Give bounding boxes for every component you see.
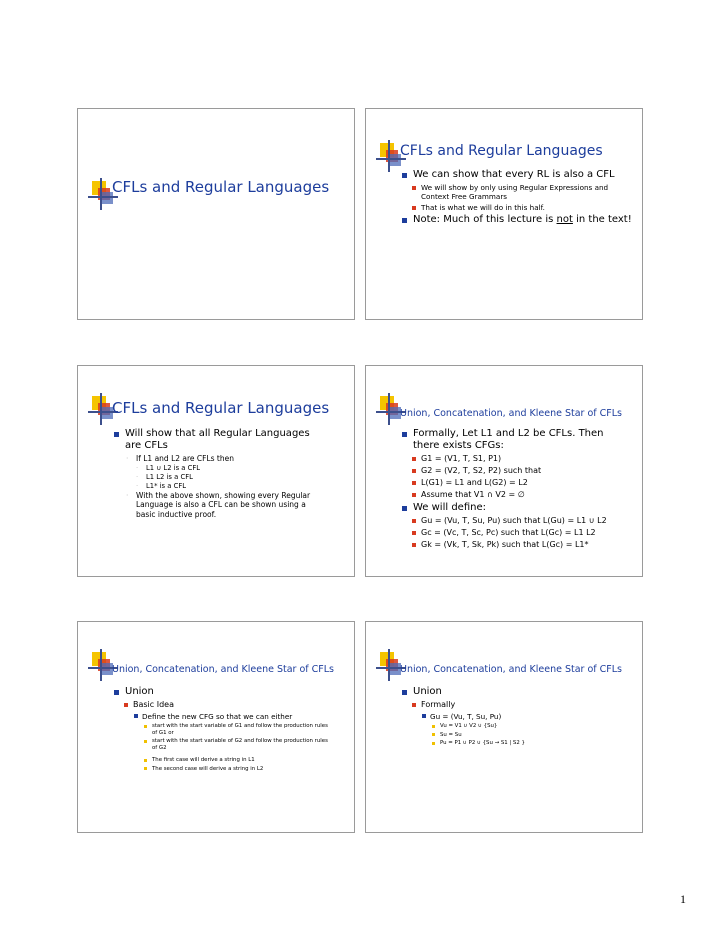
- sub-sub-bullet: · L1 ∪ L2 is a CFL: [136, 464, 324, 473]
- detail-bullet: Su = Su: [432, 732, 622, 739]
- detail-bullet: Vu = V1 ∪ V2 ∪ {Su}: [432, 723, 622, 730]
- slide-logo-icon: [92, 396, 114, 422]
- sub-bullet: Basic Idea: [124, 700, 334, 710]
- sub-bullet: · If L1 and L2 are CFLs then: [126, 454, 324, 464]
- bullet: Union: [402, 686, 622, 698]
- slide-title: CFLs and Regular Languages: [112, 399, 330, 417]
- slide-5: [77, 621, 355, 833]
- sub-bullet: Gu = (Vu, T, Su, Pu) such that L(Gu) = L1 ∪ L2: [412, 516, 632, 526]
- slide-title: Union, Concatenation, and Kleene Star of CFLs: [400, 408, 623, 419]
- sub-bullet: Gk = (Vk, T, Sk, Pk) such that L(Gc) = L1*: [412, 540, 632, 550]
- slide-content: [402, 686, 622, 749]
- bullet: Will show that all Regular Languages are CFLs: [114, 428, 324, 452]
- detail-bullet: start with the start variable of G1 and follow the production rules of G1 or: [144, 723, 334, 736]
- slide-title: CFLs and Regular Languages: [112, 178, 330, 196]
- sub-sub-bullet: · L1 L2 is a CFL: [136, 473, 324, 482]
- bullet: Note: Much of this lecture is not in the text!: [402, 214, 634, 226]
- slide-logo-icon: [380, 652, 402, 678]
- sub-bullet: Gc = (Vc, T, Sc, Pc) such that L(Gc) = L1 L2: [412, 528, 632, 538]
- sub-bullet: G1 = (V1, T, S1, P1): [412, 454, 632, 464]
- sub-sub-bullet: · L1* is a CFL: [136, 482, 324, 491]
- slide-logo-icon: [92, 652, 114, 678]
- slide-title: Union, Concatenation, and Kleene Star of CFLs: [400, 664, 623, 675]
- bullet: Formally, Let L1 and L2 be CFLs. Then there exists CFGs:: [402, 428, 632, 452]
- slide-1: [77, 108, 355, 320]
- bullet: We can show that every RL is also a CFL: [402, 169, 634, 181]
- detail-bullet: The second case will derive a string in L2: [144, 766, 334, 773]
- sub-sub-bullet: Define the new CFG so that we can either: [134, 712, 334, 721]
- slide-content: [114, 428, 324, 519]
- slide-3: [77, 365, 355, 577]
- sub-bullet: We will show by only using Regular Expressions and Context Free Grammars: [412, 183, 634, 201]
- sub-bullet: · With the above shown, showing every Regular Language is also a CFL can be shown using a basic inductive proof.: [126, 491, 324, 520]
- detail-bullet: Pu = P1 ∪ P2 ∪ {Su → S1 | S2 }: [432, 740, 622, 747]
- slide-6: [365, 621, 643, 833]
- bullet: We will define:: [402, 502, 632, 514]
- slide-content: [402, 428, 632, 552]
- slide-title: CFLs and Regular Languages: [400, 143, 603, 159]
- sub-bullet: That is what we will do in this half.: [412, 203, 634, 212]
- detail-bullet: start with the start variable of G2 and follow the production rules of G2: [144, 738, 334, 751]
- slide-title: Union, Concatenation, and Kleene Star of CFLs: [112, 664, 335, 675]
- sub-sub-bullet: Gu = (Vu, T, Su, Pu): [422, 712, 622, 721]
- sub-bullet: G2 = (V2, T, S2, P2) such that: [412, 466, 632, 476]
- slide-content: [114, 686, 334, 775]
- slide-4: [365, 365, 643, 577]
- detail-bullet: The first case will derive a string in L1: [144, 757, 334, 764]
- slide-content: [402, 169, 634, 228]
- slide-logo-icon: [380, 143, 402, 169]
- sub-bullet: Assume that V1 ∩ V2 = ∅: [412, 490, 632, 500]
- page-number: 1: [680, 892, 686, 906]
- sub-bullet: L(G1) = L1 and L(G2) = L2: [412, 478, 632, 488]
- slide-2: [365, 108, 643, 320]
- slide-logo-icon: [380, 396, 402, 422]
- slide-logo-icon: [92, 181, 114, 207]
- sub-bullet: Formally: [412, 700, 622, 710]
- bullet: Union: [114, 686, 334, 698]
